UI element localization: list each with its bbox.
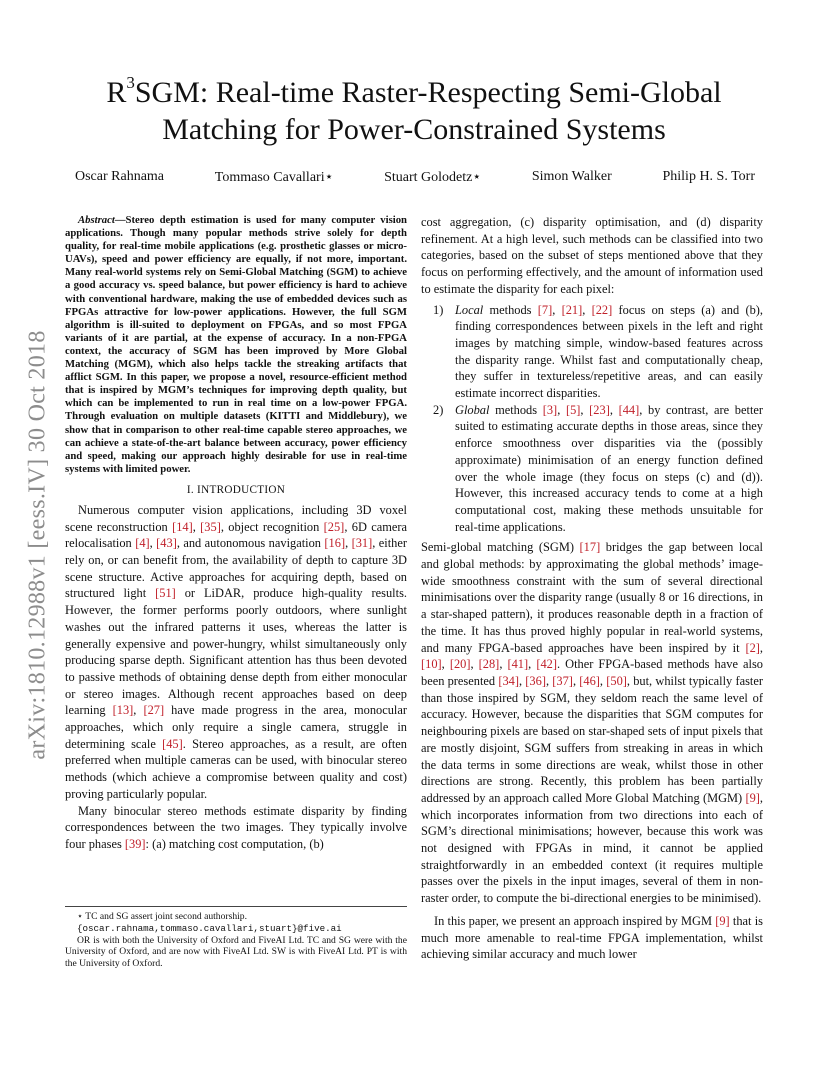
citation-link[interactable]: [16]	[324, 536, 346, 551]
title-r: R	[106, 76, 127, 109]
citation-link[interactable]: [39]	[124, 836, 146, 851]
citation-link[interactable]: [2]	[745, 640, 760, 655]
citation-link[interactable]: [23]	[589, 402, 610, 417]
author: Philip H. S. Torr	[662, 169, 755, 184]
citation-link[interactable]: [43]	[156, 536, 177, 551]
citation-link[interactable]: [46]	[579, 673, 600, 688]
title-superscript: 3	[126, 73, 135, 92]
method-list	[421, 302, 763, 536]
citation-link[interactable]: [28]	[478, 657, 500, 672]
author: Stuart Golodetz⋆	[384, 170, 482, 185]
citation-link[interactable]: [35]	[200, 519, 221, 534]
citation-link[interactable]: [25]	[323, 519, 345, 534]
citation-link[interactable]: [5]	[565, 402, 581, 417]
paragraph: Semi-global matching (SGM) [17] bridges the gap between local and global methods: by approximating the global methods’ image-wide smoothness constraint with the sum of several directional minimisations over the disparity range (usually 8 or 16 directions, in a star-shaped pattern), it produces reasonable depth in a fraction of the time. It has thus proved highly popular in real-world systems, and many FPGA-based approaches have been inspired by it [2], [10], [20], [28], [41], [42]. Other FPGA-based methods have also been presented [34], [36], [37], [46], [50], but, whilst typically faster than those inspired by SGM, they seldom reach the same level of accuracy. However, because the disparities that SGM computes for neighbouring pixels are based on star-shaped sets of input pixels that are mostly disjoint, SGM suffers from streaking in areas in which the data terms in some directions are weak, whilst those in other directions are strong. Recently, this problem has been partially addressed by an approach called More Global Matching (MGM) [9], which incorporates information from two directions into each of SGM’s directional minimisations; however, because this work was not designed with FPGAs in mind, it cannot be applied straightforwardly in an embedded context (it requires multiple passes over the pixels in the input images, several of them in non-raster order, to compute the bi-directional energies to be minimised).	[421, 540, 763, 906]
paragraph: Many binocular stereo methods estimate disparity by finding correspondences between the two images. They typically involve four phases [39]: (a) matching cost computation, (b)	[65, 803, 407, 851]
paragraph: In this paper, we present an approach inspired by MGM [9] that is much more amenable to real-time FPGA implementation, whilst achieving similar accuracy and much lower	[421, 913, 763, 962]
author: Oscar Rahnama	[75, 169, 165, 184]
list-item-text: Global methods [3], [5], [23], [44], by contrast, are better suited to estimating accurate depths in those areas, since they enforce smoothness over disparities via the (possibly approximate) minimisation of an energy function defined over the whole image (they focus on steps (c) and (d)). However, this increased accuracy tends to come at a high computational cost, making these methods unsuitable for real-time applications.	[455, 402, 764, 534]
list-item-text: Local methods [7], [21], [22] focus on steps (a) and (b), finding correspondences between pixels in the left and right images by matching simple, window-based features across the disparity range. Whilst fast and computationally cheap, they suffer in textureless/repetitive areas, and can easily estimate incorrect disparities.	[455, 302, 763, 401]
footnotes	[65, 906, 407, 970]
list-item	[421, 302, 763, 402]
author: Tommaso Cavallari⋆	[214, 170, 334, 185]
right-column	[421, 214, 763, 963]
citation-link[interactable]: [17]	[579, 540, 601, 555]
citation-link[interactable]: [42]	[536, 657, 557, 672]
citation-link[interactable]: [21]	[561, 302, 583, 317]
citation-link[interactable]: [13]	[112, 703, 134, 718]
title-rest: SGM: Real-time Raster-Respecting Semi-Global	[134, 76, 722, 109]
citation-link[interactable]: [4]	[135, 536, 150, 551]
section-heading: I. INTRODUCTION	[186, 483, 286, 496]
citation-link[interactable]: [31]	[351, 536, 373, 551]
citation-link[interactable]: [14]	[172, 519, 193, 534]
citation-link[interactable]: [3]	[542, 402, 558, 417]
footnote: ⋆ TC and SG assert joint second authorship.	[77, 911, 247, 922]
citation-link[interactable]: [9]	[745, 790, 760, 805]
citation-link[interactable]: [44]	[618, 402, 640, 417]
citation-link[interactable]: [10]	[421, 657, 442, 672]
arxiv-identifier: arXiv:1810.12988v1 [eess.IV] 30 Oct 2018	[24, 330, 51, 760]
citation-link[interactable]: [22]	[591, 302, 613, 317]
title-line-1	[40, 74, 788, 111]
citation-link[interactable]: [20]	[449, 657, 471, 672]
citation-link[interactable]: [50]	[606, 673, 627, 688]
author-list	[75, 169, 755, 186]
paper-title	[40, 74, 788, 148]
list-item	[421, 402, 763, 536]
arxiv-stamp	[14, 310, 62, 780]
citation-link[interactable]: [37]	[552, 673, 573, 688]
footnote-emails: {oscar.rahnama,tommaso.cavallari,stuart}@five.ai	[77, 922, 342, 934]
citation-link[interactable]: [34]	[498, 673, 519, 688]
abstract-body: —Stereo depth estimation is used for many computer vision applications. Though many popular methods strive solely for depth quality, for real-time mobile applications (e.g. prosthetic glasses or micro-UAVs), speed and power efficiency are equally, if not more, important. Many real-world systems rely on Semi-Global Matching (SGM) to achieve a good accuracy vs. speed balance, but power efficiency is hard to achieve with conventional hardware, making the use of embedded devices such as FPGAs attractive for low-power applications. However, the full SGM algorithm is ill-suited to deployment on FPGAs, and so most FPGA variants of it are partial, at the expense of accuracy. In a non-FPGA context, the accuracy of SGM has been improved by More Global Matching (MGM), which also helps tackle the streaking artifacts that afflict SGM. In this paper, we propose a novel, resource-efficient method that is inspired by MGM’s techniques for improving depth quality, but which can be implemented to run in real time on a low-power FPGA. Through evaluation on multiple datasets (KITTI and Middlebury), we show that in comparison to other real-time capable stereo approaches, we can achieve a state-of-the-art balance between accuracy, power efficiency and speed, making our approach highly desirable for use in real-time systems with limited power.	[65, 214, 407, 475]
abstract-label: Abstract	[78, 214, 115, 226]
paragraph: cost aggregation, (c) disparity optimisation, and (d) disparity refinement. At a high level, such methods can be classified into two categories, based on the subset of steps mentioned above that they focus on performing effectively, and the amount of information used to estimate the disparity for each pixel:	[421, 215, 763, 296]
footnote: OR is with both the University of Oxford and FiveAI Ltd. TC and SG were with the University of Oxford, and are now with FiveAI Ltd. SW is with FiveAI Ltd. PT is with the University of Oxford.	[65, 934, 407, 970]
title-line-2: Matching for Power-Constrained Systems	[162, 113, 666, 146]
list-number: 1)	[433, 302, 444, 317]
emphasis-text: Global	[455, 402, 490, 417]
author: Simon Walker	[531, 169, 612, 184]
citation-link[interactable]: [36]	[525, 673, 546, 688]
citation-link[interactable]: [45]	[162, 736, 183, 751]
citation-link[interactable]: [41]	[507, 657, 529, 672]
abstract	[65, 214, 407, 476]
citation-link[interactable]: [51]	[155, 586, 176, 601]
citation-link[interactable]: [9]	[715, 913, 730, 928]
citation-link[interactable]: [7]	[537, 302, 553, 317]
list-number: 2)	[433, 402, 444, 417]
paragraph: Numerous computer vision applications, including 3D voxel scene reconstruction [14], [35], object recognition [25], 6D camera relocalisation [4], [43], and autonomous navigation [16], [31], either rely on, or can benefit from, the availability of depth to capture 3D scene structure. Active approaches for acquiring depth, based on structured light [51] or LiDAR, produce high-quality results. However, the former performs poorly outdoors, where sunlight washes out the infrared patterns it uses, whereas the latter is generally expensive and power-hungry, whilst simultaneously only producing sparse depth. Significant attention has thus been devoted to passive methods of obtaining dense depth from either monocular or stereo images. Although recent approaches based on deep learning [13], [27] have made progress in the area, monocular approaches, which only require a single camera, struggle in determining scale [45]. Stereo approaches, as a result, are often preferred when multiple cameras can be used, with binocular stereo methods (which achieve a compromise between quality and cost) proving particularly popular.	[65, 502, 408, 801]
emphasis-text: Local	[455, 302, 484, 317]
citation-link[interactable]: [27]	[143, 703, 165, 718]
left-column	[65, 214, 407, 853]
